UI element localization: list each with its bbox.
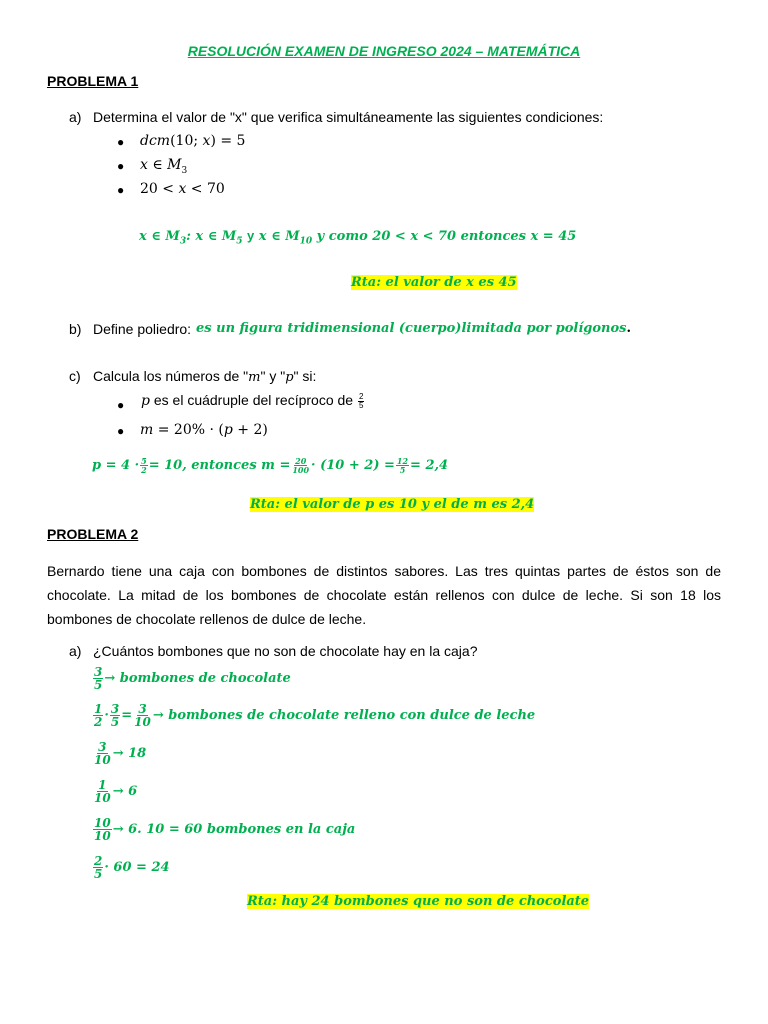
problem2-a-statement: ¿Cuántos bombones que no son de chocolate hay en la caja?	[93, 643, 478, 659]
paragraph-line: Bernardo tiene una caja con bombones de distintos sabores. Las tres quintas partes de éstos son de	[47, 563, 721, 579]
item-label-a: a)	[69, 109, 82, 125]
condition-multiple-3: x ∈ $M_3$	[140, 157, 188, 176]
problem2-heading: PROBLEMA 2	[47, 526, 139, 542]
item-label-b: b)	[69, 321, 82, 337]
problem1-c-work: p = 4 · $\frac{5}{2}$ = 10, entonces m = $\frac{20}{100}$ · (10 + 2) = $\frac{12}{5}$ = 2,4	[92, 456, 449, 475]
step-4: $\frac{1}{10}$ → 6	[94, 778, 138, 805]
problem2-paragraph	[47, 559, 721, 631]
bullet-icon: ●	[117, 135, 125, 149]
step-6: $\frac{2}{5}$ · 60 = 24	[94, 854, 170, 881]
condition-range: 20 < x < 70	[140, 181, 225, 197]
step-1: $\frac{3}{5}$ → bombones de chocolate	[94, 665, 291, 692]
problem1-heading: PROBLEMA 1	[47, 73, 139, 89]
problem1-a-work: x ∈ $M_3$: x ∈ $M_5$ y x ∈ $M_{10}$ y como 20 < x < 70 entonces x = 45	[139, 228, 577, 247]
item-label-c: c)	[69, 368, 81, 384]
bullet-icon: ●	[117, 183, 125, 197]
item-label-a: a)	[69, 643, 82, 659]
page-title: RESOLUCIÓN EXAMEN DE INGRESO 2024 – MATEMÁTICA	[187, 43, 581, 59]
bullet-icon: ●	[117, 424, 125, 438]
problem2-a-answer: Rta: hay 24 bombones que no son de chocolate	[247, 894, 590, 909]
condition-dcm: dcm(10; x) = 5	[140, 133, 246, 149]
problem1-b-answer: es un figura tridimensional (cuerpo)limitada por polígonos.	[196, 321, 631, 336]
problem1-a-answer: Rta: el valor de x es 45	[351, 275, 517, 290]
bullet-icon: ●	[117, 398, 125, 412]
step-3: $\frac{3}{10}$ → 18	[94, 740, 147, 767]
problem1-b-statement: Define poliedro:	[93, 321, 192, 337]
bullet-icon: ●	[117, 159, 125, 173]
paragraph-line: bombones de chocolate rellenos de dulce de leche.	[47, 611, 367, 627]
problem1-c-statement: Calcula los números de "m" y "p" si:	[93, 368, 317, 385]
problem1-c-answer: Rta: el valor de p es 10 y el de m es 2,4	[250, 497, 535, 512]
step-2: $\frac{1}{2}$ · $\frac{3}{5}$ = $\frac{3}{10}$ → bombones de chocolate relleno con dulce de leche	[94, 702, 536, 729]
paragraph-line: chocolate. La mitad de los bombones de chocolate están rellenos con dulce de leche. Si son 18 los	[47, 587, 721, 603]
problem1-a-statement: Determina el valor de "x" que verifica simultáneamente las siguientes condiciones:	[93, 109, 604, 125]
step-5: $\frac{10}{10}$ → 6. 10 = 60 bombones en la caja	[94, 816, 356, 843]
condition-m: m = 20% · (p + 2)	[140, 422, 268, 438]
condition-p: p es el cuádruple del recíproco de $\frac{2}{5}$	[141, 391, 364, 410]
